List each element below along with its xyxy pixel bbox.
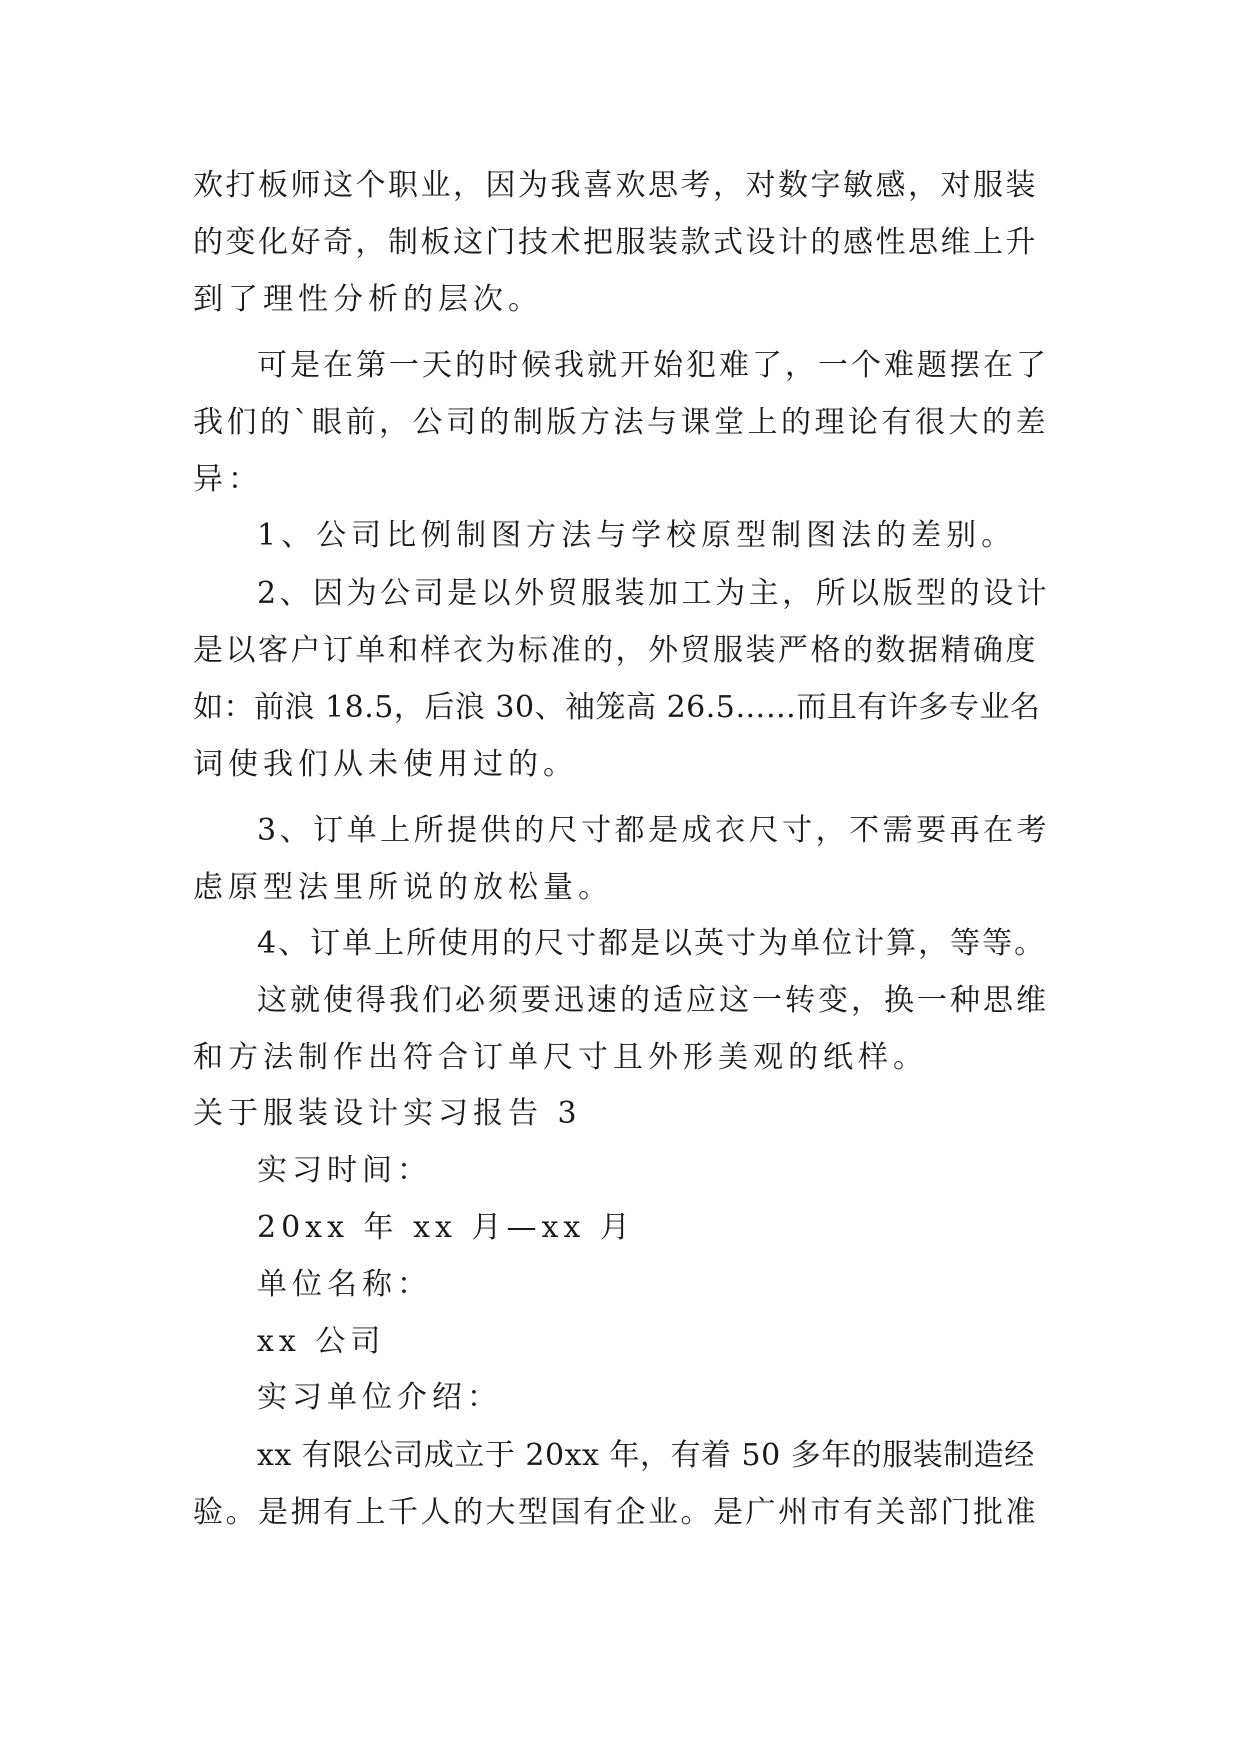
text-line: 是以客户订单和样衣为标准的，外贸服装严格的数据精确度	[193, 633, 1038, 668]
text-line: 虑原型法里所说的放松量。	[193, 870, 613, 905]
text-line: 到了理性分析的层次。	[193, 282, 543, 317]
text-line: 验。是拥有上千人的大型国有企业。是广州市有关部门批准	[193, 1495, 1038, 1530]
text-line: xx 有限公司成立于 20xx 年，有着 50 多年的服装制造经	[257, 1438, 1035, 1473]
list-item-3: 3、订单上所提供的尺寸都是成衣尺寸，不需要再在考	[257, 813, 1051, 848]
field-value-company-name: xx 公司	[257, 1324, 386, 1359]
section-heading: 关于服装设计实习报告 3	[193, 1096, 582, 1131]
field-label-company-name: 单位名称：	[257, 1267, 432, 1302]
text-line: 这就使得我们必须要迅速的适应这一转变，换一种思维	[257, 983, 1049, 1018]
field-label-company-intro: 实习单位介绍：	[257, 1380, 502, 1415]
field-label-internship-time: 实习时间：	[257, 1153, 432, 1188]
list-item-1: 1、公司比例制图方法与学校原型制图法的差别。	[257, 518, 1017, 553]
list-item-2: 2、因为公司是以外贸服装加工为主，所以版型的设计	[257, 576, 1051, 611]
list-item-4: 4、订单上所使用的尺寸都是以英寸为单位计算，等等。	[257, 926, 1047, 961]
text-line: 词使我们从未使用过的。	[193, 747, 578, 782]
text-line: 异：	[193, 462, 263, 497]
text-line: 和方法制作出符合订单尺寸且外形美观的纸样。	[193, 1040, 928, 1075]
field-value-internship-time: 20xx 年 xx 月—xx 月	[257, 1210, 635, 1245]
text-line: 的变化好奇，制板这门技术把服装款式设计的感性思维上升	[193, 225, 1038, 260]
text-line: 如：前浪 18.5，后浪 30、袖笼高 26.5……而且有许多专业名	[193, 690, 1041, 725]
text-line: 欢打板师这个职业，因为我喜欢思考，对数字敏感，对服装	[193, 168, 1038, 203]
text-line: 可是在第一天的时候我就开始犯难了，一个难题摆在了	[257, 348, 1049, 383]
text-line: 我们的`眼前，公司的制版方法与课堂上的理论有很大的差	[193, 405, 1049, 440]
